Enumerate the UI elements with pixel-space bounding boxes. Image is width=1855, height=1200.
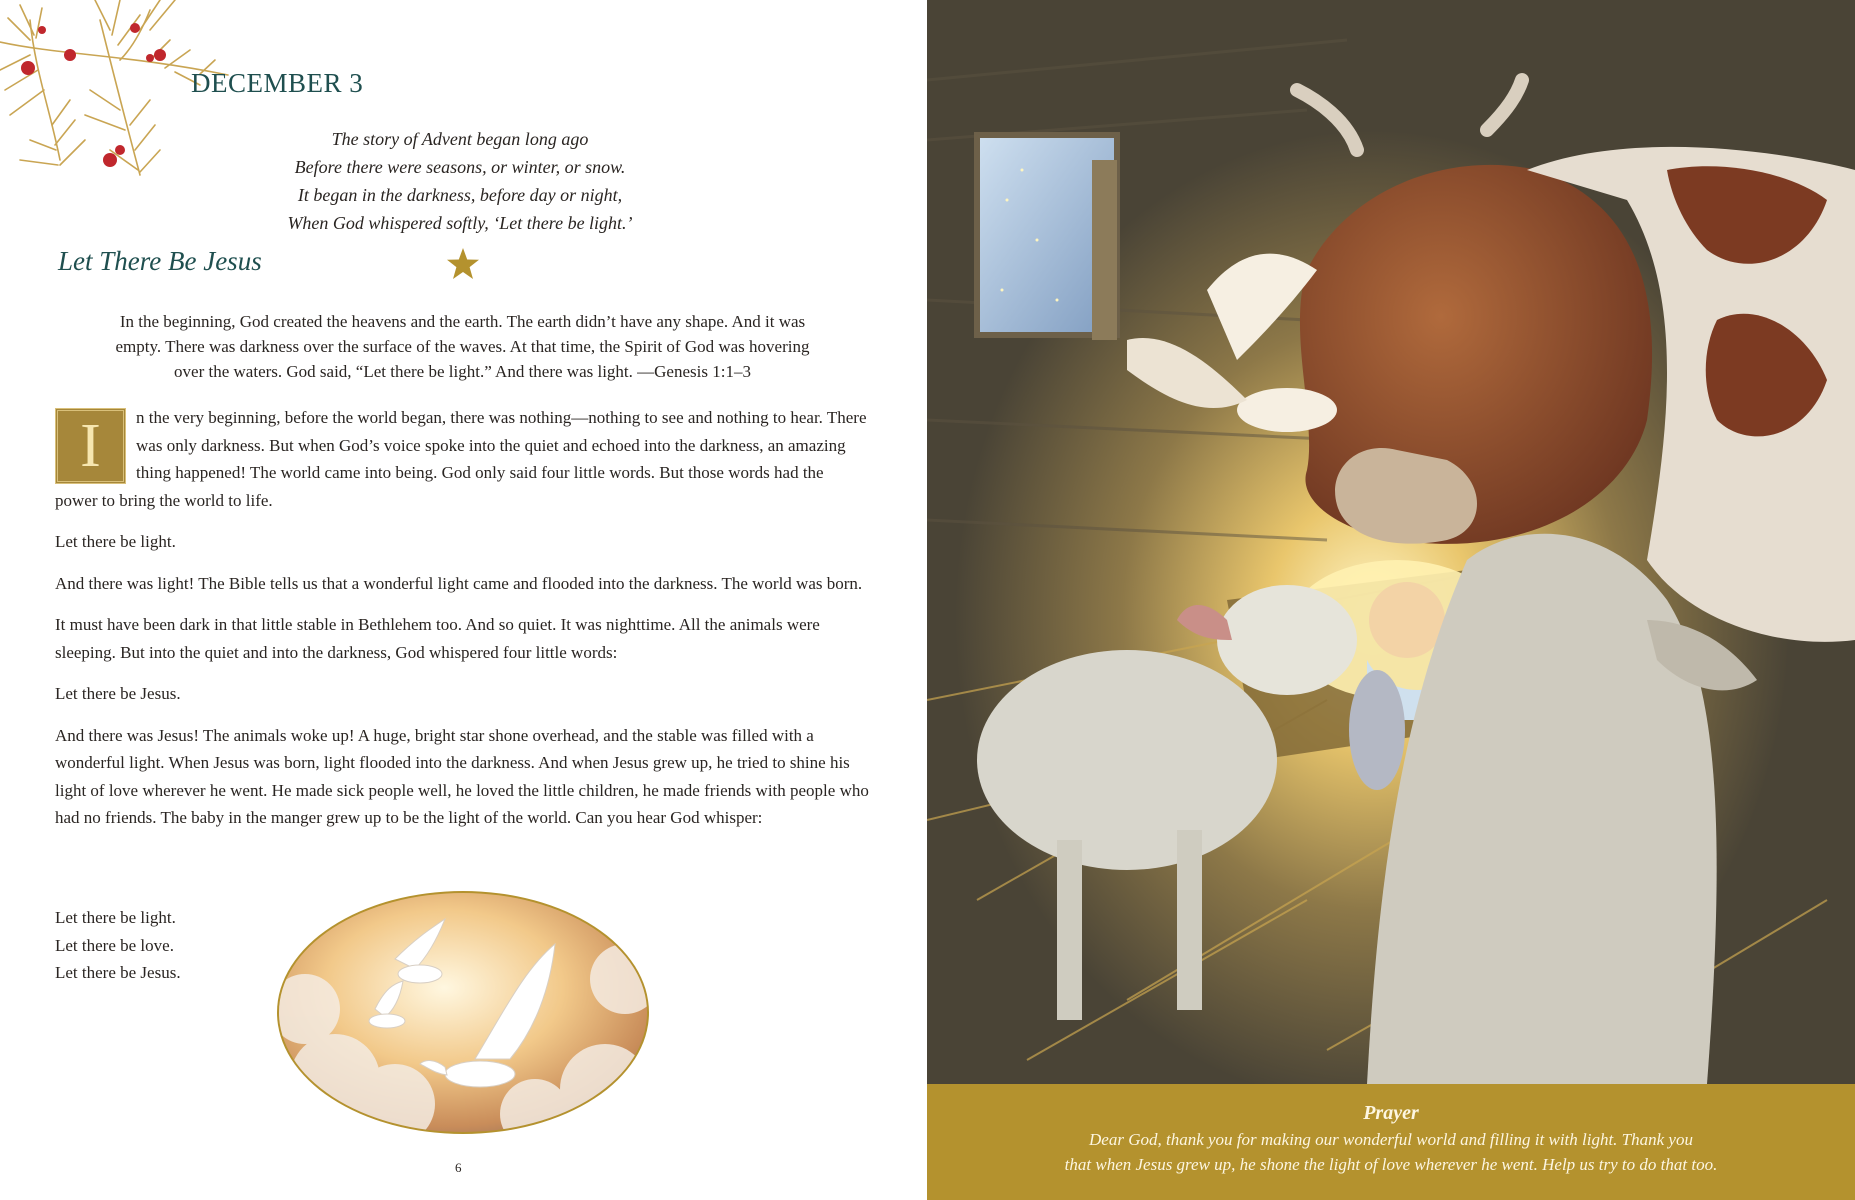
doves-illustration	[275, 889, 651, 1136]
devotional-body	[55, 404, 870, 846]
prayer-line: that when Jesus grew up, he shone the light of love wherever he went. Help us try to do that too.	[1064, 1155, 1718, 1174]
prayer-line: Dear God, thank you for making our wonderful world and filling it with light. Thank you	[1089, 1130, 1693, 1149]
closing-line: Let there be Jesus.	[55, 963, 181, 982]
section-title: Let There Be Jesus	[58, 246, 262, 276]
holly-sprig-icon	[0, 0, 235, 205]
scripture-line: empty. There was darkness over the surface of the waves. At that time, the Spirit of God was hovering	[115, 337, 810, 356]
left-page	[0, 0, 927, 1200]
paragraph: It must have been dark in that little stable in Bethlehem too. And so quiet. It was nighttime. All the animals were sleeping. But into the quiet and into the darkness, God whispered four little words:	[55, 615, 820, 662]
closing-line: Let there be light.	[55, 908, 176, 927]
prayer-box	[927, 1084, 1855, 1200]
poem-line: When God whispered softly, ‘Let there be light.’	[287, 213, 633, 233]
right-page	[927, 0, 1855, 1200]
closing-line: Let there be love.	[55, 935, 174, 955]
paragraph: And there was Jesus! The animals woke up! A huge, bright star shone overhead, and the stable was filled with a wonderful light. When Jesus was born, light flooded into the darkness. And when Jesus grew up, he tried to shine his light of love wherever he went. He made sick people well, he loved the little children, he made friends with people who had no friends. The baby in the manger grew up to be the light of the world. Can you hear God whisper:	[55, 725, 869, 827]
scripture-quote	[55, 309, 870, 384]
drop-cap: I	[55, 408, 126, 484]
day-title: DECEMBER 3	[191, 68, 364, 98]
prayer-title: Prayer	[1363, 1102, 1419, 1124]
star-icon	[446, 247, 480, 281]
poem-line: It began in the darkness, before day or night,	[297, 185, 623, 205]
paragraph: Let there be Jesus.	[55, 684, 181, 703]
scripture-line: In the beginning, God created the heavens and the earth. The earth didn’t have any shape. And it was	[119, 312, 806, 331]
scripture-line: over the waters. God said, “Let there be light.” And there was light. —Genesis 1:1–3	[174, 362, 751, 381]
poem-line: The story of Advent began long ago	[331, 129, 589, 149]
paragraph: Let there be light.	[55, 532, 176, 551]
nativity-illustration	[927, 0, 1855, 1084]
poem-line: Before there were seasons, or winter, or snow.	[294, 157, 626, 177]
prayer-text	[927, 1127, 1855, 1177]
closing-lines	[55, 904, 181, 987]
paragraph: And there was light! The Bible tells us that a wonderful light came and flooded into the darkness. The world was born.	[55, 573, 863, 593]
page-number: 6	[455, 1160, 462, 1175]
first-paragraph	[55, 404, 870, 514]
first-paragraph-text: n the very beginning, before the world began, there was nothing—nothing to see and nothing to hear. There was only darkness. But when God’s voice spoke into the quiet and echoed into the darkness, an amazing thing happened! The world came into being. God only said four little words. But those words had the power to bring the world to life.	[55, 408, 867, 510]
advent-poem	[250, 125, 670, 237]
